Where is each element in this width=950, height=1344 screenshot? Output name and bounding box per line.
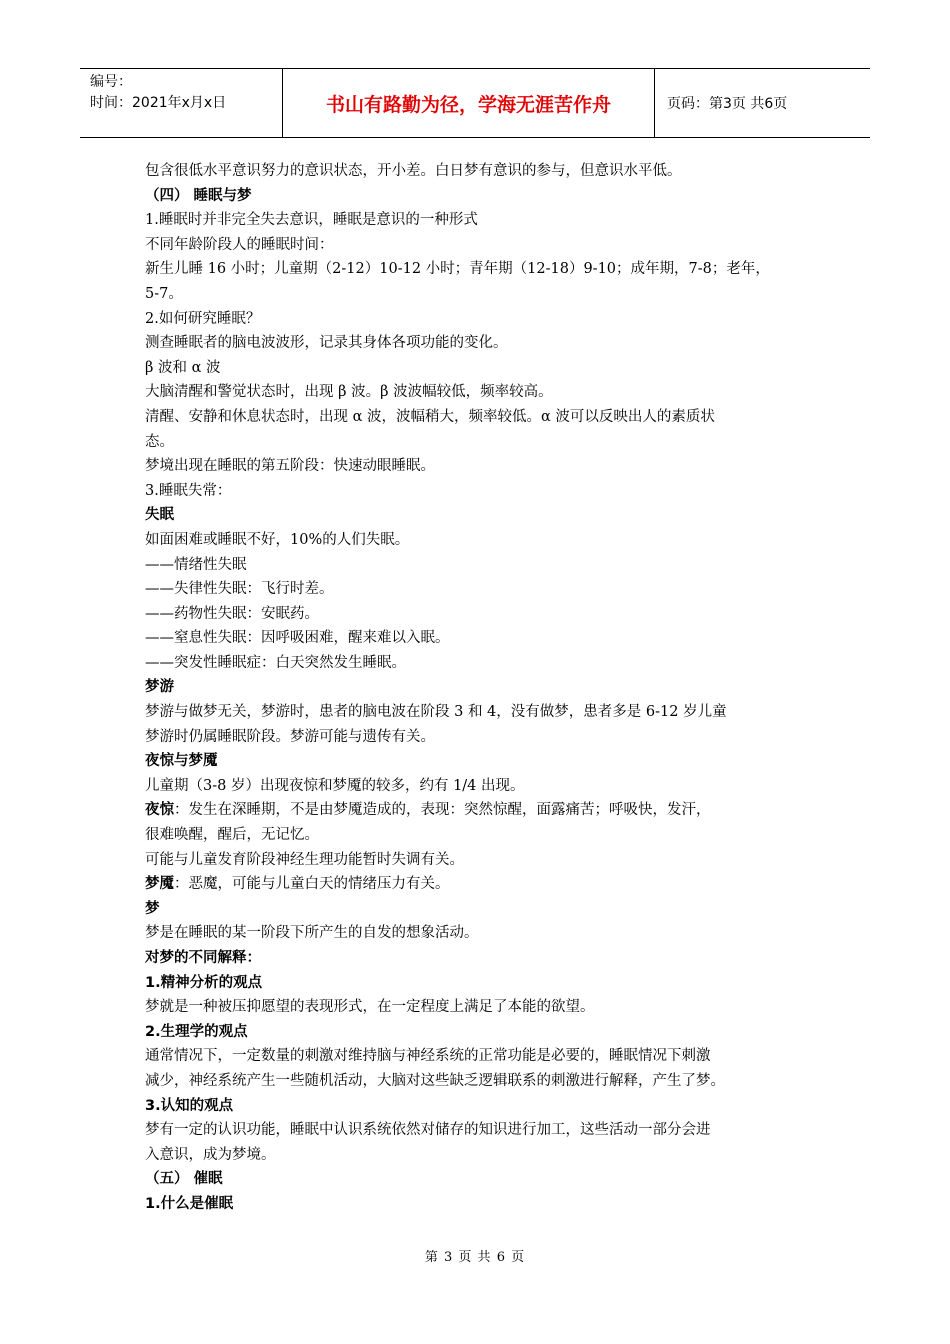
body-line: 不同年龄阶段人的睡眠时间： <box>145 236 334 253</box>
body-line: 梦游时仍属睡眠阶段。梦游可能与遗传有关。 <box>145 728 435 745</box>
body-line: ——情绪性失眠 <box>145 556 247 573</box>
body-line: 减少，神经系统产生一些随机活动，大脑对这些缺乏逻辑联系的刺激进行解释，产生了梦。 <box>145 1072 725 1089</box>
section-heading: 1.什么是催眠 <box>145 1195 234 1212</box>
body-line: 梦境出现在睡眠的第五阶段：快速动眼睡眠。 <box>145 458 435 475</box>
body-line: ——失律性失眠：飞行时差。 <box>145 581 334 598</box>
body-line: β 波和 α 波 <box>145 359 221 376</box>
body-line: 大脑清醒和警觉状态时，出现 β 波。β 波波幅较低，频率较高。 <box>145 384 553 401</box>
body-line: ——突发性睡眠症：白天突然发生睡眠。 <box>145 654 406 671</box>
body-line: 3.睡眠失常： <box>145 482 232 499</box>
document-number-label: 编号： <box>90 74 132 90</box>
page-footer: 第 3 页 共 6 页 <box>424 1250 526 1265</box>
body-line: 梦有一定的认识功能，睡眠中认识系统依然对储存的知识进行加工，这些活动一部分会进 <box>145 1122 711 1139</box>
body-line: 清醒、安静和休息状态时，出现 α 波，波幅稍大，频率较低。α 波可以反映出人的素质状 <box>145 408 715 425</box>
body-line: 很难唤醒，醒后，无记忆。 <box>145 827 319 844</box>
term-definition: ：发生在深睡期，不是由梦魇造成的，表现：突然惊醒，面露痛苦；呼吸快，发汗， <box>174 802 711 819</box>
section-heading: 梦游 <box>145 679 174 696</box>
document-time-label: 时间：2021年x月x日 <box>90 95 227 111</box>
body-line: 梦就是一种被压抑愿望的表现形式，在一定程度上满足了本能的欲望。 <box>145 999 595 1016</box>
term-label: 夜惊 <box>145 802 174 819</box>
body-line: 新生儿睡 16 小时；儿童期（2-12）10-12 小时；青年期（12-18）9-10；成年期，7-8；老年， <box>145 261 770 278</box>
body-line: 测查睡眠者的脑电波波形，记录其身体各项功能的变化。 <box>145 335 508 352</box>
section-heading: 失眠 <box>145 507 174 524</box>
section-heading: 1.精神分析的观点 <box>145 974 263 991</box>
section-heading: 梦 <box>145 900 160 917</box>
body-line <box>145 798 815 823</box>
body-line: 如面困难或睡眠不好，10%的人们失眠。 <box>145 531 410 548</box>
section-heading: 夜惊与梦魇 <box>145 753 218 770</box>
page-header <box>80 68 870 138</box>
body-line: 1.睡眠时并非完全失去意识，睡眠是意识的一种形式 <box>145 212 478 229</box>
term-definition: ：恶魔，可能与儿童白天的情绪压力有关。 <box>174 876 450 893</box>
section-heading: 对梦的不同解释： <box>145 950 261 966</box>
header-meta <box>80 69 283 137</box>
body-line: 可能与儿童发育阶段神经生理功能暂时失调有关。 <box>145 851 464 868</box>
header-page-info: 页码：第3页 共6页 <box>667 96 788 112</box>
header-motto: 书山有路勤为径，学海无涯苦作舟 <box>283 69 655 137</box>
section-heading: 2.生理学的观点 <box>145 1023 248 1040</box>
section-heading: （五） 催眠 <box>145 1171 223 1188</box>
term-label: 梦魇 <box>145 876 174 893</box>
document-body <box>145 159 815 1217</box>
body-line: 2.如何研究睡眠？ <box>145 310 261 327</box>
body-line <box>145 872 815 897</box>
body-line: ——窒息性失眠：因呼吸困难，醒来难以入眠。 <box>145 630 450 647</box>
section-heading: 3.认知的观点 <box>145 1097 234 1114</box>
body-line: 通常情况下，一定数量的刺激对维持脑与神经系统的正常功能是必要的，睡眠情况下刺激 <box>145 1048 711 1065</box>
body-line: 儿童期（3-8 岁）出现夜惊和梦魇的较多，约有 1/4 出现。 <box>145 777 525 794</box>
body-line: 梦是在睡眠的某一阶段下所产生的自发的想象活动。 <box>145 925 479 942</box>
body-line: 态。 <box>145 433 174 450</box>
body-line: 入意识，成为梦境。 <box>145 1146 276 1163</box>
body-line: 梦游与做梦无关，梦游时，患者的脑电波在阶段 3 和 4，没有做梦，患者多是 6-12 岁儿童 <box>145 704 727 721</box>
body-line: 5-7。 <box>145 285 183 302</box>
section-heading: （四） 睡眠与梦 <box>145 187 252 204</box>
body-line: 包含很低水平意识努力的意识状态，开小差。白日梦有意识的参与，但意识水平低。 <box>145 163 682 179</box>
body-line: ——药物性失眠：安眠药。 <box>145 605 319 622</box>
